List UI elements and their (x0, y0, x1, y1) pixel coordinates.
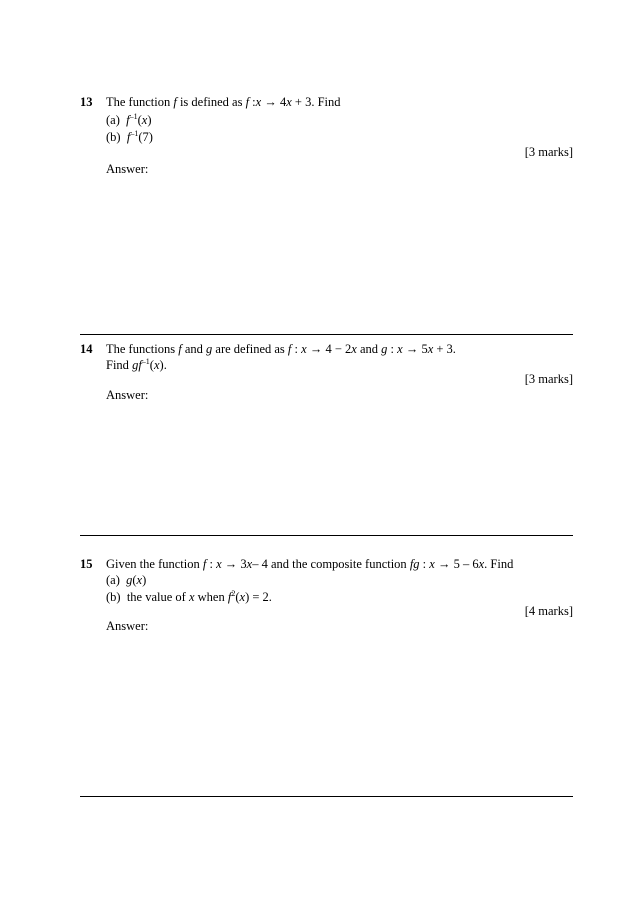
question-15-marks: [4 marks] (524, 604, 573, 618)
separator-rule-3 (80, 796, 573, 797)
question-14-stem: The functions f and g are defined as f : x → 4 − 2x and g : x → 5x + 3. (106, 342, 456, 356)
question-15-stem: Given the function f : x → 3x– 4 and the composite function fg : x → 5 – 6x. Find (106, 557, 514, 571)
question-13-part-a: (a) $f^{-1}(x)$ (106, 112, 152, 127)
question-13-answer-label: Answer: (106, 162, 149, 176)
separator-rule-2 (80, 535, 573, 536)
question-13-stem: The function f is defined as f :x → 4x + 3. Find (106, 95, 341, 109)
question-14-line-2: Find $gf^{-1}(x)$. (106, 357, 167, 372)
question-15-answer-label: Answer: (106, 619, 149, 633)
question-14-answer-label: Answer: (106, 388, 149, 402)
question-14-number: 14 (80, 342, 93, 356)
question-15-part-a: (a) g(x) (106, 573, 147, 587)
question-15-number: 15 (80, 557, 93, 571)
question-15-part-b: (b) the value of x when $f^2(x) = 2$. (106, 589, 272, 604)
question-13-number: 13 (80, 95, 93, 109)
separator-rule-1 (80, 334, 573, 335)
question-13-marks: [3 marks] (524, 145, 573, 159)
question-13-part-b: (b) $f^{-1}(7)$ (106, 129, 153, 144)
question-14-marks: [3 marks] (524, 372, 573, 386)
